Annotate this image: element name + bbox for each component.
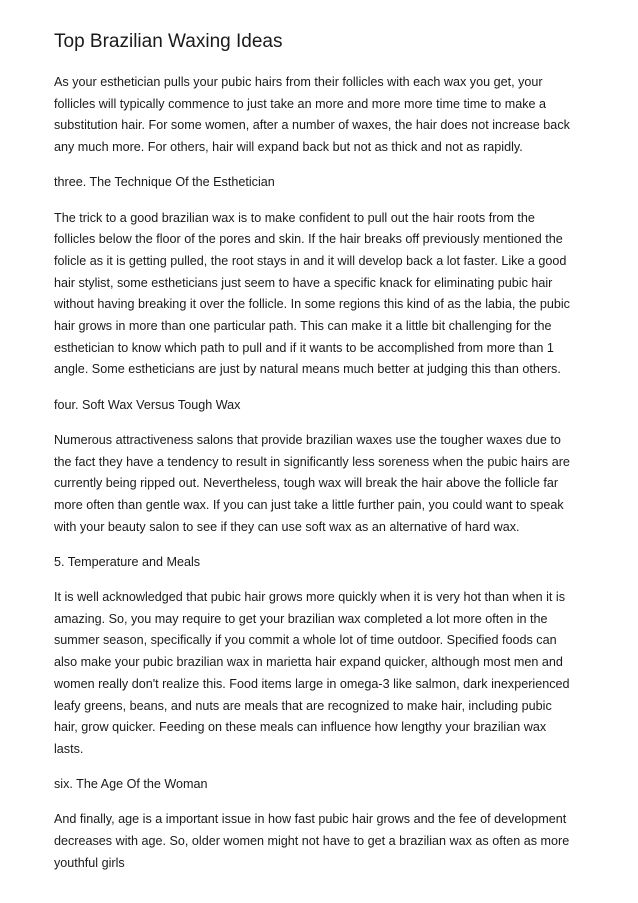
text-line: hair, grow quicker. Feeding on these meals can influence how lengthy your brazilian wax xyxy=(54,720,547,735)
text-line: summer season, specifically if you commit a whole lot of time outdoor. Specified foods can xyxy=(54,633,557,648)
text-line: It is well acknowledged that pubic hair grows more quickly when it is very hot than when it is xyxy=(54,590,565,605)
text-line: women really don't realize this. Food items large in omega-3 like salmon, dark inexperienced xyxy=(54,676,570,691)
text-line: folicle as it is getting pulled, the root stays in and it will develop back a lot faster. Like a good xyxy=(54,253,567,268)
text-line: And finally, age is a important issue in how fast pubic hair grows and the fee of development xyxy=(54,812,567,827)
text-line: follicles below the floor of the pores and skin. If the hair breaks off previously mentioned the xyxy=(54,232,563,247)
intro-paragraph xyxy=(54,72,594,159)
text-line: without having breaking it over the follicle. In some regions this kind of as the labia, the pubic xyxy=(54,297,570,312)
text-line: esthetician to know which path to pull and if it wants to be accomplished from more than 1 xyxy=(54,340,554,355)
text-line: decreases with age. So, older women might not have to get a brazilian wax as often as more xyxy=(54,834,570,849)
text-line: As your esthetician pulls your pubic hairs from their follicles with each wax you get, your xyxy=(54,75,543,89)
text-line: more often than gentle wax. If you can just take a little further pain, you could want to speak xyxy=(54,497,564,512)
text-line: angle. Some estheticians are just by natural means much better at judging this than others. xyxy=(54,362,561,377)
document-title: Top Brazilian Waxing Ideas xyxy=(54,31,283,52)
text-line: substitution hair. For some women, after a number of waxes, the hair does not increase back xyxy=(54,118,570,133)
text-line: leafy greens, beans, and nuts are meals that are recognized to make hair, including pubic xyxy=(54,698,552,713)
document-page xyxy=(54,30,594,888)
text-line: with your beauty salon to see if they can use soft wax as an alternative of hard wax. xyxy=(54,519,520,534)
text-line: hair stylist, some estheticians just seem to have a specific knack for eliminating pubic hair xyxy=(54,275,553,290)
section-heading-wax: four. Soft Wax Versus Tough Wax xyxy=(54,397,241,412)
text-line: currently being ripped out. Nevertheless, tough wax will break the hair above the follicle far xyxy=(54,476,559,491)
section-heading-age: six. The Age Of the Woman xyxy=(54,777,208,792)
section-heading-temperature: 5. Temperature and Meals xyxy=(54,554,201,569)
section-paragraph-wax xyxy=(54,430,594,539)
text-line: also make your pubic brazilian wax in marietta hair expand quicker, although most men and xyxy=(54,655,563,670)
text-line: lasts. xyxy=(54,741,84,756)
section-paragraph-temperature xyxy=(54,587,594,761)
text-line: Numerous attractiveness salons that provide brazilian waxes use the tougher waxes due to xyxy=(54,432,561,447)
section-paragraph-technique xyxy=(54,208,594,382)
text-line: youthful girls xyxy=(54,855,125,870)
text-line: amazing. So, you may require to get your brazilian wax completed a lot more often in the xyxy=(54,611,548,626)
section-paragraph-age xyxy=(54,809,594,874)
text-line: follicles will typically commence to just take an more and more more time time to make a xyxy=(54,96,547,111)
text-line: any much more. For others, hair will expand back but not as thick and not as rapidly. xyxy=(54,140,523,155)
text-line: the fact they have a tendency to result in significantly less soreness when the pubic hairs are xyxy=(54,454,570,469)
text-line: hair grows in more than one particular path. This can make it a little bit challenging for the xyxy=(54,319,552,334)
text-line: The trick to a good brazilian wax is to make confident to pull out the hair roots from the xyxy=(54,210,535,225)
section-heading-technique: three. The Technique Of the Esthetician xyxy=(54,175,275,190)
